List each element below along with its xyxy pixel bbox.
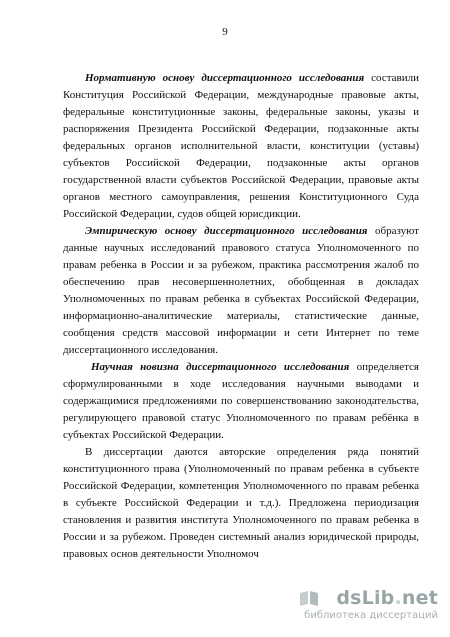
book-logo-icon: [298, 589, 320, 607]
paragraph-scientific-novelty: [63, 359, 419, 444]
paragraph-lead: Эмпирическую основу диссертационного исследования: [85, 225, 368, 237]
page-number: 9: [222, 26, 228, 38]
watermark-subtitle: библиотека диссертаций: [304, 610, 438, 621]
document-body: [63, 70, 419, 563]
dslib-watermark: [298, 587, 438, 623]
watermark-logo: dsLib.net: [336, 587, 438, 609]
paragraph-empirical-basis: [63, 223, 419, 359]
paragraph-normative-basis: [63, 70, 419, 223]
paragraph-lead: Научная новизна диссертационного исследования: [91, 361, 350, 373]
paragraph-text: составили Конституция Российской Федерации, международные правовые акты, федеральные конституционные законы, федеральные законы, указы и распоряжения Президента Российской Федерации, подзаконные акты федеральных органов исполнительной власти, конституции (уставы) субъектов Российской Федерации, подзаконные акты органов государственной власти субъектов Российской Федерации, правовые акты органов местного самоуправления, решения Конституционного Суда Российской Федерации, судов общей юрисдикции.: [63, 72, 419, 220]
paragraph-lead: Нормативную основу диссертационного исследования: [85, 72, 365, 84]
paragraph-definitions: [63, 444, 419, 563]
paragraph-text: образуют данные научных исследований правового статуса Уполномоченного по правам ребенка в России и за рубежом, практика рассмотрения жалоб по обеспечению прав несовершеннолетних, обобщенная в докладах Уполномоченных по правам ребенка в субъектах Российской Федерации, информационно-аналитические материалы, статистические данные, сообщения средств массовой информации и сети Интернет по теме диссертационного исследования.: [63, 225, 419, 356]
paragraph-text: В диссертации даются авторские определения ряда понятий конституционного права (Уполномоченный по правам ребенка в субъекте Российской Федерации, компетенция Уполномоченного по правам ребенка в субъекте Российской Федерации и т.д.). Предложена периодизация становления и развития института Уполномоченного по правам ребенка в России и за рубежом. Проведен системный анализ юридической природы, правовых основ деятельности Уполномоч: [63, 446, 419, 560]
paragraph-text: определяется сформулированными в ходе исследования научными выводами и содержащимися предложениями по совершенствованию законодательства, регулирующего правовой статус Уполномоченного по правам ребёнка в субъектах Российской Федерации.: [63, 361, 419, 441]
